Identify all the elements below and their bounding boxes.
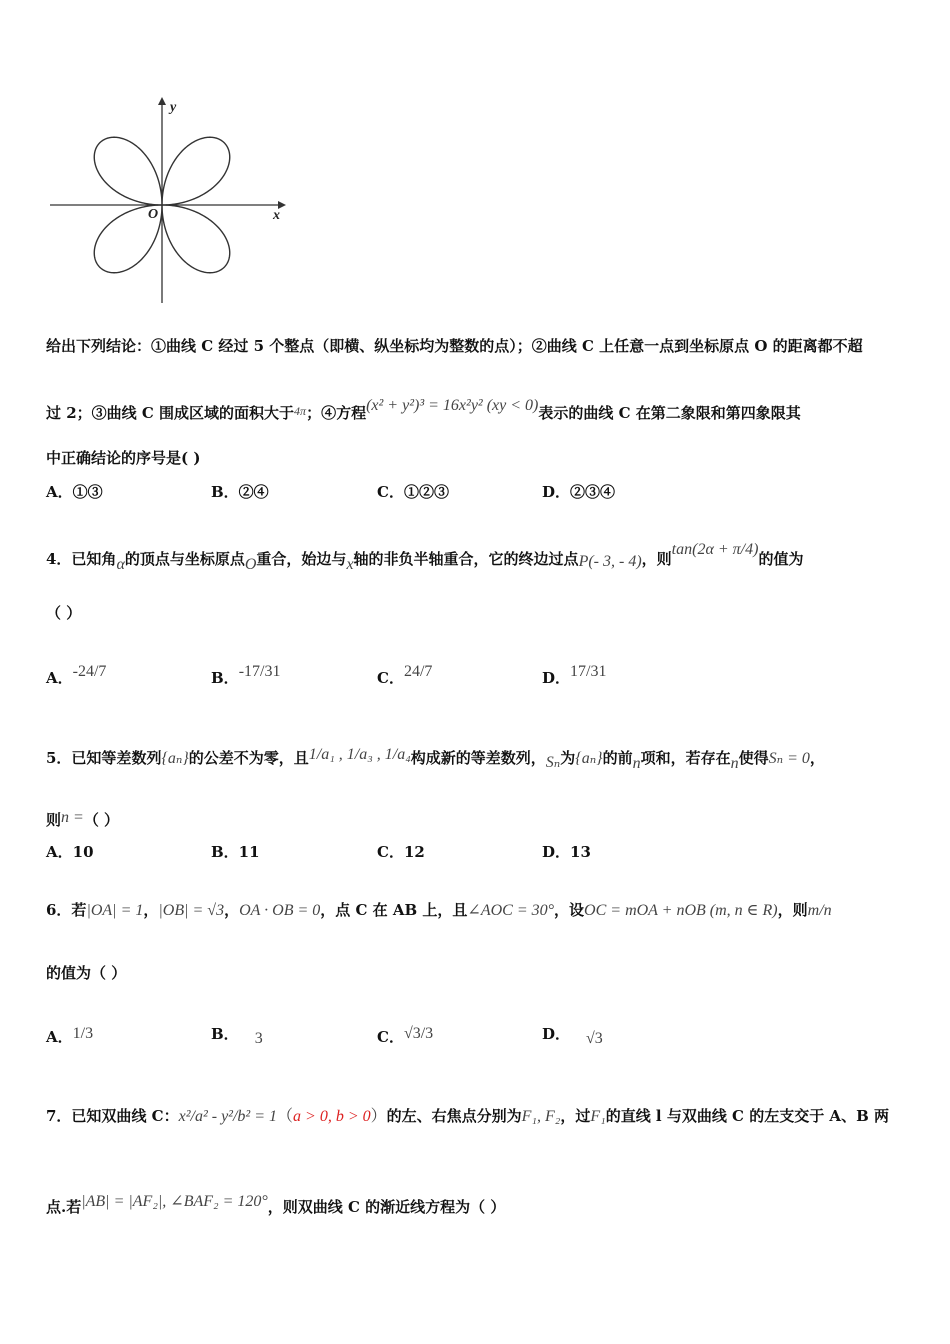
four-leaf-curve-figure [40, 95, 300, 310]
q6-option-a[interactable]: A．1/3 [46, 1025, 94, 1046]
hyperbola-equation: x²/a² - y²/b² = 1 [178, 1108, 278, 1125]
ratio-m-over-n: m/n [807, 902, 832, 919]
area-expr: 4π [294, 404, 307, 418]
q6-option-c[interactable]: C．√3/3 [377, 1025, 434, 1046]
q4-blank: （ ） [46, 604, 82, 622]
q4-line1: 4．已知角α的顶点与坐标原点O重合，始边与x轴的非负半轴重合，它的终边过点P(- 3, - 4)，则tan(2α + π/4)的值为 [46, 541, 804, 573]
q6-line2: 的值为（ ） [46, 964, 127, 982]
y-axis-label: y [170, 100, 177, 115]
q3-option-d[interactable]: D．②③④ [542, 483, 616, 501]
q5-option-b[interactable]: B．11 [211, 843, 260, 861]
q3-line2: 过 2；③曲线 C 围成区域的面积大于$^{4\pi}$；④方程(x² + y²)³ = 16x²y² (xy < 0)表示的曲线 C 在第二象限和第四象限其 [46, 397, 801, 422]
q6-option-b[interactable]: B． 3 [211, 1025, 263, 1047]
origin-label: O [148, 207, 159, 222]
q6-line1: 6．若|OA| = 1，|OB| = √3，OA · OB = 0，点 C 在 AB 上，且∠AOC = 30°，设OC = mOA + nOB (m, n ∈ R)，则m/n [46, 901, 832, 919]
reciprocal-terms: 1/a₁ , 1/a₃ , 1/a₄ [308, 746, 411, 763]
q3-option-a[interactable]: A．①③ [46, 483, 103, 501]
q3-equation: (x² + y²)³ = 16x²y² (xy < 0) [366, 397, 539, 414]
q6-option-d[interactable]: D． √3 [542, 1025, 603, 1047]
x-axis-label: x [273, 208, 280, 223]
q5-option-c[interactable]: C．12 [377, 843, 425, 861]
q7-line1: 7．已知双曲线 C：x²/a² - y²/b² = 1（a > 0, b > 0）的左、右焦点分别为F₁, F₂，过F₁的直线 l 与双曲线 C 的左支交于 A、B 两 [46, 1107, 889, 1125]
y-axis-arrow [158, 97, 166, 105]
q4-option-c[interactable]: C．24/7 [377, 663, 433, 687]
q4-option-d[interactable]: D．17/31 [542, 663, 607, 687]
point-p: P(- 3, - 4) [578, 553, 642, 570]
q3-line3: 中正确结论的序号是( ) [46, 449, 201, 467]
q4-option-a[interactable]: A．-24/7 [46, 663, 107, 687]
tan-expression: tan(2α + π/4) [671, 541, 759, 558]
q5-option-a[interactable]: A．10 [46, 843, 94, 861]
q3-option-c[interactable]: C．①②③ [377, 483, 449, 501]
axes [50, 103, 278, 303]
q3-option-b[interactable]: B．②④ [211, 483, 269, 501]
q4-option-b[interactable]: B．-17/31 [211, 663, 281, 687]
q5-option-d[interactable]: D．13 [542, 843, 591, 861]
q5-line1: 5．已知等差数列{aₙ}的公差不为零，且1/a₁ , 1/a₃ , 1/a₄构成新的等差数列，Sₙ为{aₙ}的前n项和，若存在n使得Sₙ = 0， [46, 746, 825, 772]
q5-line2: 则n =（ ） [46, 809, 120, 829]
q3-line1: 给出下列结论：①曲线 C 经过 5 个整点（即横、纵坐标均为整数的点）；②曲线 C 上任意一点到坐标原点 O 的距离都不超 [46, 337, 863, 355]
q7-line2: 点.若|AB| = |AF₂|, ∠BAF₂ = 120°，则双曲线 C 的渐近线方程为（ ） [46, 1193, 506, 1216]
